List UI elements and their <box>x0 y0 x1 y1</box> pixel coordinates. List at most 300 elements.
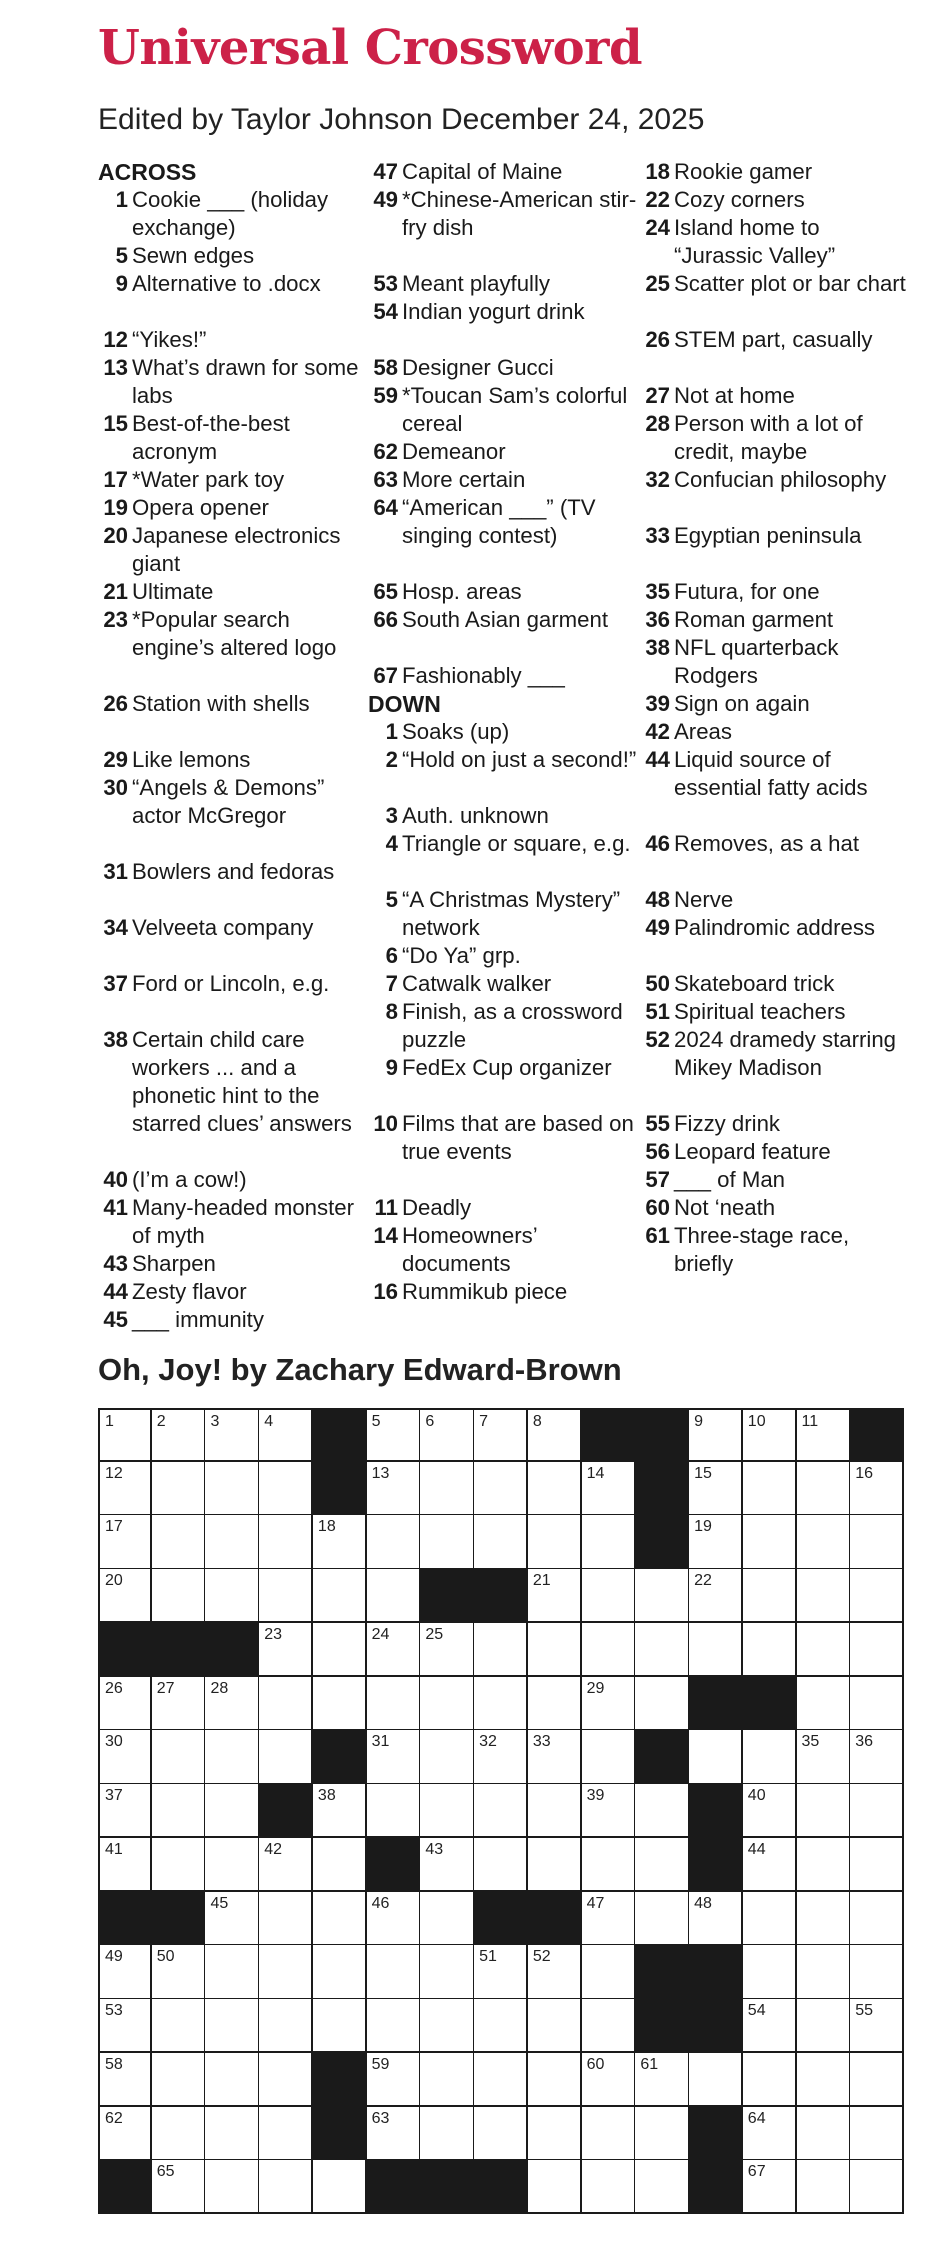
grid-cell[interactable] <box>420 1408 474 1462</box>
cell-number: 23 <box>264 1625 282 1643</box>
grid-cell[interactable] <box>420 1945 474 1999</box>
grid-cell[interactable] <box>420 1730 474 1784</box>
grid-cell[interactable] <box>259 1945 313 1999</box>
grid-cell[interactable] <box>205 1945 259 1999</box>
grid-block <box>313 2053 367 2107</box>
grid-cell[interactable] <box>367 1623 421 1677</box>
grid-cell[interactable] <box>367 1784 421 1838</box>
grid-cell[interactable] <box>152 2107 206 2161</box>
grid-cell[interactable] <box>474 1945 528 1999</box>
grid-cell[interactable] <box>420 1784 474 1838</box>
grid-cell[interactable] <box>582 1784 636 1838</box>
grid-cell[interactable] <box>850 2053 904 2107</box>
grid-block <box>689 2107 743 2161</box>
clue-item <box>368 886 640 942</box>
grid-cell[interactable] <box>850 1838 904 1892</box>
clue-item <box>368 718 640 746</box>
grid-cell[interactable] <box>259 2160 313 2214</box>
grid-cell[interactable] <box>205 1730 259 1784</box>
grid-cell[interactable] <box>689 1515 743 1569</box>
grid-cell[interactable] <box>205 1515 259 1569</box>
clue-text: Confucian philosophy <box>674 467 887 492</box>
grid-cell[interactable] <box>367 1945 421 1999</box>
clue-item <box>640 466 912 522</box>
grid-cell[interactable] <box>528 1623 582 1677</box>
grid-cell[interactable] <box>152 1999 206 2053</box>
clue-text: South Asian garment <box>402 607 608 632</box>
grid-cell[interactable] <box>205 1784 259 1838</box>
cell-number: 9 <box>694 1413 703 1430</box>
grid-cell[interactable] <box>420 1838 474 1892</box>
clue-item <box>640 1166 912 1194</box>
grid-cell[interactable] <box>797 1408 851 1462</box>
cell-number: 12 <box>105 1464 123 1482</box>
clue-text: Fashionably ___ <box>402 663 565 688</box>
grid-cell[interactable] <box>743 2160 797 2214</box>
clue-number: 14 <box>373 1223 398 1248</box>
grid-block <box>259 1784 313 1838</box>
clue-item <box>98 746 370 774</box>
grid-cell[interactable] <box>528 1462 582 1516</box>
grid-cell[interactable] <box>152 1677 206 1731</box>
grid-cell[interactable] <box>474 1462 528 1516</box>
cell-number: 45 <box>210 1894 229 1912</box>
grid-cell[interactable] <box>98 1999 152 2053</box>
grid-cell[interactable] <box>367 1569 421 1623</box>
grid-cell[interactable] <box>259 1462 313 1516</box>
clue-item <box>640 326 912 382</box>
grid-cell[interactable] <box>420 1623 474 1677</box>
grid-cell[interactable] <box>259 1730 313 1784</box>
grid-cell[interactable] <box>152 1945 206 1999</box>
grid-cell[interactable] <box>98 2107 152 2161</box>
grid-cell[interactable] <box>98 1569 152 1623</box>
clue-text: Auth. unknown <box>402 803 549 828</box>
grid-cell[interactable] <box>797 1569 851 1623</box>
clue-text: Ford or Lincoln, e.g. <box>132 971 330 996</box>
clue-item <box>640 410 912 466</box>
grid-cell[interactable] <box>313 1515 367 1569</box>
grid-cell[interactable] <box>98 1838 152 1892</box>
grid-cell[interactable] <box>367 1408 421 1462</box>
clue-item <box>640 690 912 718</box>
grid-cell[interactable] <box>313 1838 367 1892</box>
clue-number: 6 <box>385 943 398 968</box>
grid-cell[interactable] <box>850 1999 904 2053</box>
cell-number: 27 <box>156 1679 175 1697</box>
grid-cell[interactable] <box>850 1892 904 1946</box>
clue-text: ___ of Man <box>674 1167 786 1192</box>
grid-cell[interactable] <box>367 1677 421 1731</box>
grid-cell[interactable] <box>850 2160 904 2214</box>
grid-cell[interactable] <box>152 1569 206 1623</box>
grid-cell[interactable] <box>152 2160 206 2214</box>
clue-number: 19 <box>103 495 128 520</box>
grid-cell[interactable] <box>259 1838 313 1892</box>
grid-cell[interactable] <box>797 1838 851 1892</box>
grid-cell[interactable] <box>474 2107 528 2161</box>
grid-cell[interactable] <box>635 1838 689 1892</box>
clue-number: 26 <box>645 327 670 352</box>
clue-number: 28 <box>645 411 670 436</box>
grid-cell[interactable] <box>582 1569 636 1623</box>
grid-cell[interactable] <box>743 1569 797 1623</box>
grid-cell[interactable] <box>797 1892 851 1946</box>
grid-cell[interactable] <box>313 1677 367 1731</box>
clue-item <box>368 1222 640 1278</box>
grid-cell[interactable] <box>797 1623 851 1677</box>
grid-cell[interactable] <box>313 1569 367 1623</box>
clue-number: 45 <box>103 1307 128 1332</box>
cell-number: 21 <box>532 1572 551 1590</box>
clue-number: 66 <box>373 607 398 632</box>
clue-item <box>368 606 640 662</box>
clue-item <box>368 1278 640 1306</box>
grid-cell[interactable] <box>98 1945 152 1999</box>
page-title: Universal Crossword <box>98 20 643 76</box>
grid-cell[interactable] <box>797 2107 851 2161</box>
grid-cell[interactable] <box>528 2053 582 2107</box>
clue-number: 22 <box>645 187 670 212</box>
grid-cell[interactable] <box>474 1408 528 1462</box>
cell-number: 14 <box>586 1464 605 1482</box>
clue-text: Roman garment <box>674 607 834 632</box>
grid-cell[interactable] <box>743 1408 797 1462</box>
grid-cell[interactable] <box>313 1999 367 2053</box>
clue-number: 20 <box>103 523 128 548</box>
clue-text: “Hold on just a second!” <box>402 747 637 772</box>
grid-cell[interactable] <box>528 1838 582 1892</box>
grid-cell[interactable] <box>474 1515 528 1569</box>
clue-text: Designer Gucci <box>402 355 554 380</box>
clue-number: 11 <box>374 1195 398 1220</box>
grid-cell[interactable] <box>582 2107 636 2161</box>
clue-text: Rummikub piece <box>402 1279 568 1304</box>
grid-cell[interactable] <box>797 1784 851 1838</box>
grid-cell[interactable] <box>635 1569 689 1623</box>
grid-cell[interactable] <box>635 1677 689 1731</box>
grid-block <box>313 1462 367 1516</box>
grid-cell[interactable] <box>528 1515 582 1569</box>
clue-text: *Water park toy <box>132 467 285 492</box>
grid-cell[interactable] <box>98 1784 152 1838</box>
grid-cell[interactable] <box>313 2160 367 2214</box>
clue-number: 50 <box>645 971 670 996</box>
clue-number: 39 <box>645 691 670 716</box>
cell-number: 2 <box>156 1413 166 1430</box>
grid-cell[interactable] <box>420 1462 474 1516</box>
grid-cell[interactable] <box>474 1999 528 2053</box>
grid-cell[interactable] <box>797 1515 851 1569</box>
grid-cell[interactable] <box>259 1677 313 1731</box>
grid-cell[interactable] <box>635 2053 689 2107</box>
grid-cell[interactable] <box>367 2053 421 2107</box>
cell-number: 59 <box>371 2055 390 2073</box>
cell-number: 25 <box>425 1625 444 1643</box>
grid-cell[interactable] <box>635 1784 689 1838</box>
clue-number: 16 <box>373 1279 398 1304</box>
grid-cell[interactable] <box>313 1623 367 1677</box>
grid-cell[interactable] <box>743 1999 797 2053</box>
grid-cell[interactable] <box>743 1462 797 1516</box>
grid-cell[interactable] <box>313 1945 367 1999</box>
grid-cell[interactable] <box>152 1408 206 1462</box>
grid-cell[interactable] <box>367 1462 421 1516</box>
grid-cell[interactable] <box>850 1784 904 1838</box>
grid-cell[interactable] <box>367 1730 421 1784</box>
grid-cell[interactable] <box>259 1892 313 1946</box>
grid-cell[interactable] <box>635 1892 689 1946</box>
grid-cell[interactable] <box>850 1569 904 1623</box>
grid-cell[interactable] <box>259 1623 313 1677</box>
grid-cell[interactable] <box>689 1730 743 1784</box>
clue-number: 48 <box>645 887 670 912</box>
grid-cell[interactable] <box>797 2053 851 2107</box>
grid-block <box>689 1945 743 1999</box>
grid-cell[interactable] <box>528 1784 582 1838</box>
clue-number: 41 <box>103 1195 128 1220</box>
grid-cell[interactable] <box>743 1892 797 1946</box>
grid-block <box>743 1677 797 1731</box>
grid-block <box>474 2160 528 2214</box>
grid-cell[interactable] <box>474 1838 528 1892</box>
grid-cell[interactable] <box>689 1892 743 1946</box>
clue-number: 59 <box>373 383 398 408</box>
clue-text: Areas <box>674 719 732 744</box>
clue-text: Like lemons <box>132 747 251 772</box>
grid-cell[interactable] <box>205 1838 259 1892</box>
grid-block <box>635 1945 689 1999</box>
grid-cell[interactable] <box>689 2053 743 2107</box>
grid-cell[interactable] <box>582 1892 636 1946</box>
grid-cell[interactable] <box>850 1462 904 1516</box>
grid-cell[interactable] <box>259 1515 313 1569</box>
grid-cell[interactable] <box>528 1730 582 1784</box>
grid-cell[interactable] <box>259 1569 313 1623</box>
cell-number: 6 <box>425 1413 435 1430</box>
grid-cell[interactable] <box>474 1677 528 1731</box>
grid-cell[interactable] <box>743 1730 797 1784</box>
grid-cell[interactable] <box>582 1623 636 1677</box>
clue-item <box>640 214 912 270</box>
clue-item <box>98 494 370 522</box>
grid-cell[interactable] <box>152 1515 206 1569</box>
grid-cell[interactable] <box>367 1515 421 1569</box>
cell-number: 17 <box>105 1518 123 1536</box>
grid-block <box>152 1623 206 1677</box>
clue-item <box>368 158 640 186</box>
grid-cell[interactable] <box>850 1677 904 1731</box>
grid-cell[interactable] <box>582 1462 636 1516</box>
grid-cell[interactable] <box>797 1462 851 1516</box>
clue-item <box>640 1194 912 1222</box>
grid-cell[interactable] <box>367 1892 421 1946</box>
grid-cell[interactable] <box>152 1462 206 1516</box>
crossword-grid[interactable] <box>98 1408 904 2214</box>
grid-cell[interactable] <box>420 1677 474 1731</box>
grid-cell[interactable] <box>259 2107 313 2161</box>
clue-text: Indian yogurt drink <box>402 299 585 324</box>
clue-item <box>640 970 912 998</box>
grid-cell[interactable] <box>689 1462 743 1516</box>
clue-text: Island home to “Jurassic Valley” <box>674 215 836 268</box>
clue-number: 44 <box>645 747 670 772</box>
grid-cell[interactable] <box>367 2107 421 2161</box>
grid-cell[interactable] <box>205 1408 259 1462</box>
grid-cell[interactable] <box>474 1623 528 1677</box>
grid-cell[interactable] <box>528 2107 582 2161</box>
grid-block <box>98 1892 152 1946</box>
grid-cell[interactable] <box>850 1730 904 1784</box>
grid-cell[interactable] <box>582 1515 636 1569</box>
clue-text: *Chinese-American stir-fry dish <box>402 187 637 240</box>
grid-cell[interactable] <box>528 1677 582 1731</box>
clue-number: 17 <box>103 467 128 492</box>
grid-cell[interactable] <box>420 1892 474 1946</box>
grid-cell[interactable] <box>474 2053 528 2107</box>
grid-cell[interactable] <box>582 2160 636 2214</box>
clue-item <box>368 1110 640 1194</box>
clue-item <box>640 606 912 634</box>
grid-cell[interactable] <box>152 2053 206 2107</box>
grid-cell[interactable] <box>98 1515 152 1569</box>
grid-cell[interactable] <box>528 1408 582 1462</box>
grid-cell[interactable] <box>205 1892 259 1946</box>
grid-cell[interactable] <box>259 1408 313 1462</box>
clue-item <box>98 1166 370 1194</box>
cell-number: 26 <box>105 1679 123 1697</box>
grid-cell[interactable] <box>205 2160 259 2214</box>
grid-cell[interactable] <box>205 1677 259 1731</box>
grid-cell[interactable] <box>98 1677 152 1731</box>
grid-cell[interactable] <box>98 1408 152 1462</box>
cell-number: 5 <box>371 1413 381 1430</box>
clue-text: Futura, for one <box>674 579 820 604</box>
grid-cell[interactable] <box>582 1999 636 2053</box>
clue-number: 5 <box>385 887 398 912</box>
grid-cell[interactable] <box>313 1784 367 1838</box>
cell-number: 37 <box>105 1787 123 1805</box>
grid-block <box>367 1838 421 1892</box>
grid-cell[interactable] <box>635 2160 689 2214</box>
grid-block <box>689 1677 743 1731</box>
clue-item <box>640 1222 912 1278</box>
clue-number: 49 <box>645 915 670 940</box>
grid-block <box>689 1838 743 1892</box>
grid-cell[interactable] <box>420 1999 474 2053</box>
grid-cell[interactable] <box>689 1569 743 1623</box>
cell-number: 22 <box>694 1572 712 1590</box>
clue-item <box>640 718 912 746</box>
grid-cell[interactable] <box>850 1945 904 1999</box>
grid-cell[interactable] <box>205 1462 259 1516</box>
grid-cell[interactable] <box>205 2107 259 2161</box>
clue-text: Removes, as a hat <box>674 831 859 856</box>
cell-number: 36 <box>855 1733 874 1751</box>
grid-cell[interactable] <box>797 1730 851 1784</box>
grid-cell[interactable] <box>743 1515 797 1569</box>
grid-cell[interactable] <box>98 1730 152 1784</box>
clue-number: 52 <box>645 1027 670 1052</box>
clue-text: Not ‘neath <box>674 1195 776 1220</box>
grid-cell[interactable] <box>797 1945 851 1999</box>
grid-cell[interactable] <box>689 1623 743 1677</box>
grid-cell[interactable] <box>635 1623 689 1677</box>
grid-cell[interactable] <box>528 1999 582 2053</box>
grid-cell[interactable] <box>152 1730 206 1784</box>
clue-text: STEM part, casually <box>674 327 873 352</box>
grid-cell[interactable] <box>582 2053 636 2107</box>
grid-cell[interactable] <box>420 1515 474 1569</box>
grid-cell[interactable] <box>259 2053 313 2107</box>
grid-cell[interactable] <box>205 1999 259 2053</box>
grid-block <box>635 1515 689 1569</box>
grid-cell[interactable] <box>528 2160 582 2214</box>
clue-item <box>98 858 370 914</box>
clue-number: 30 <box>103 775 128 800</box>
clue-number: 18 <box>645 159 670 184</box>
cell-number: 51 <box>479 1948 497 1966</box>
clue-number: 42 <box>645 719 670 744</box>
clue-text: Ultimate <box>132 579 214 604</box>
grid-block <box>474 1569 528 1623</box>
grid-cell[interactable] <box>850 1515 904 1569</box>
grid-cell[interactable] <box>474 1730 528 1784</box>
grid-cell[interactable] <box>689 1408 743 1462</box>
grid-cell[interactable] <box>743 1838 797 1892</box>
grid-cell[interactable] <box>582 1838 636 1892</box>
grid-cell[interactable] <box>582 1730 636 1784</box>
grid-cell[interactable] <box>474 1784 528 1838</box>
cell-number: 38 <box>317 1787 336 1805</box>
grid-cell[interactable] <box>743 1945 797 1999</box>
grid-cell[interactable] <box>743 1784 797 1838</box>
grid-cell[interactable] <box>98 1462 152 1516</box>
grid-cell[interactable] <box>528 1945 582 1999</box>
clue-text: Hosp. areas <box>402 579 522 604</box>
grid-cell[interactable] <box>850 2107 904 2161</box>
grid-cell[interactable] <box>635 2107 689 2161</box>
grid-cell[interactable] <box>152 1784 206 1838</box>
grid-cell[interactable] <box>367 1999 421 2053</box>
clue-item <box>640 886 912 914</box>
grid-cell[interactable] <box>797 2160 851 2214</box>
grid-cell[interactable] <box>205 2053 259 2107</box>
grid-cell[interactable] <box>152 1838 206 1892</box>
grid-cell[interactable] <box>850 1623 904 1677</box>
grid-cell[interactable] <box>797 1999 851 2053</box>
grid-cell[interactable] <box>743 2053 797 2107</box>
grid-cell[interactable] <box>743 2107 797 2161</box>
grid-cell[interactable] <box>528 1569 582 1623</box>
grid-cell[interactable] <box>582 1945 636 1999</box>
clue-text: ___ immunity <box>132 1307 264 1332</box>
clue-item <box>368 494 640 578</box>
grid-cell[interactable] <box>743 1623 797 1677</box>
clue-item <box>640 186 912 214</box>
grid-cell[interactable] <box>582 1677 636 1731</box>
grid-block <box>635 1999 689 2053</box>
clue-text: Liquid source of essential fatty acids <box>674 747 868 800</box>
grid-cell[interactable] <box>98 2053 152 2107</box>
cell-number: 24 <box>371 1625 390 1643</box>
grid-cell[interactable] <box>313 1892 367 1946</box>
grid-cell[interactable] <box>259 1999 313 2053</box>
grid-cell[interactable] <box>797 1677 851 1731</box>
grid-cell[interactable] <box>420 2053 474 2107</box>
grid-cell[interactable] <box>205 1569 259 1623</box>
grid-cell[interactable] <box>420 2107 474 2161</box>
